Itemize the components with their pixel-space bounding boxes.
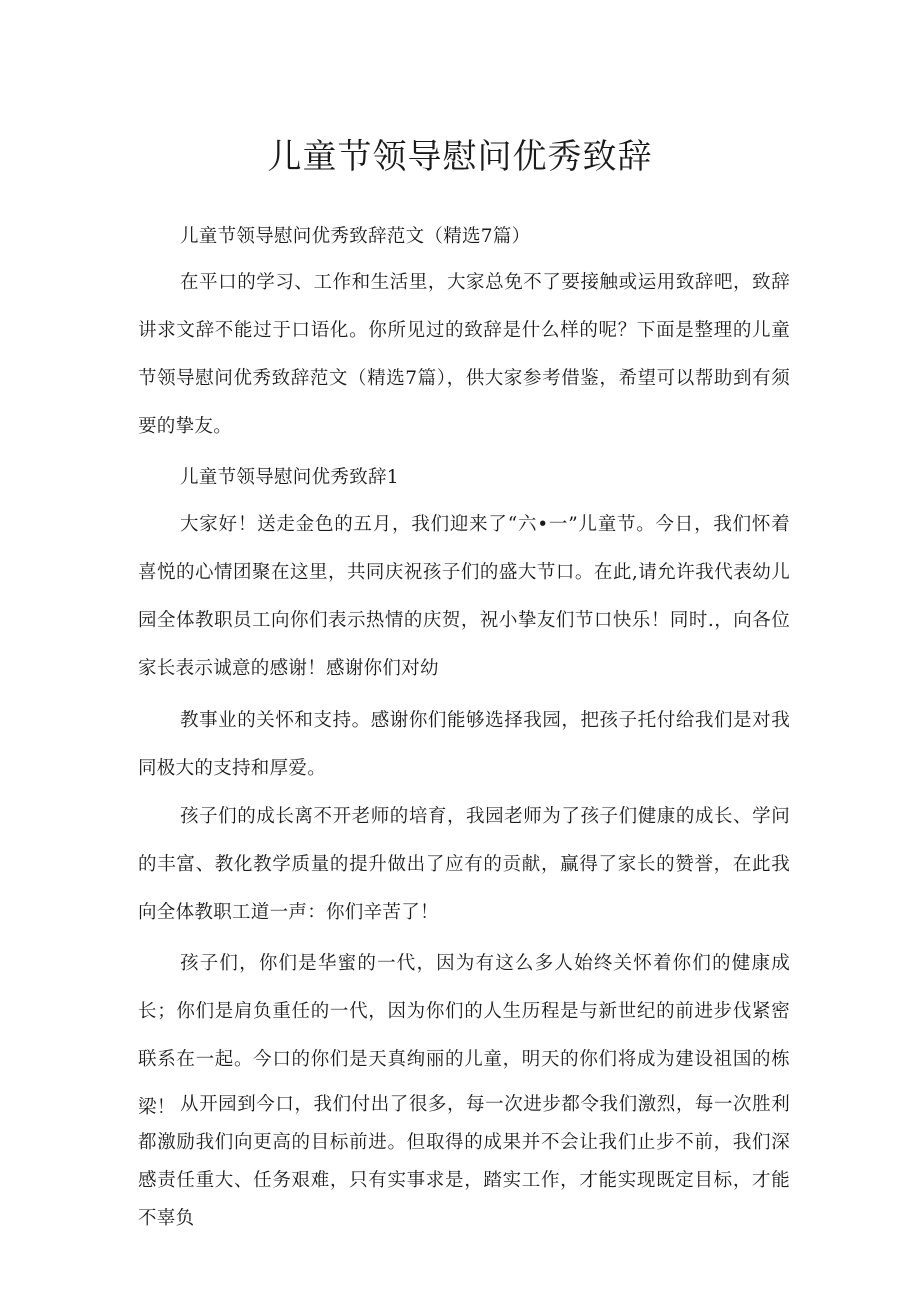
paragraph-2: 教事业的关怀和支持。感谢你们能够选择我园，把孩子托付给我们是对我同极大的支持和厚爱。 <box>138 710 790 779</box>
section-heading: 儿童节领导慰问优秀致辞1 <box>180 467 399 488</box>
intro-paragraph: 在平口的学习、工作和生活里，大家总免不了要接触或运用致辞吧，致辞讲求文辞不能过于口语化。你所见过的致辞是什么样的呢？下面是整理的儿童节领导慰问优秀致辞范文（精选7篇），供大家参考借鉴，希望可以帮助到有须要的挚友。 <box>138 272 790 437</box>
document-subtitle: 儿童节领导慰问优秀致辞范文（精选7篇） <box>180 226 531 247</box>
paragraph-1: 大家好！送走金色的五月，我们迎来了“六•一”儿童节。今日，我们怀着喜悦的心情团聚在这里，共同庆祝孩子们的盛大节口。在此,请允许我代表幼儿园全体教职员工向你们表示热情的庆贺，祝小挚友们节口快乐！同时.，向各位家长表示诚意的感谢！感谢你们对幼 <box>138 514 790 679</box>
paragraph-5: 从开园到今口，我们付出了很多，每一次进步都令我们激烈，每一次胜利都激励我们向更高的目标前进。但取得的成果并不会让我们止步不前，我们深感责任重大、任务艰难，只有实事求是，踏实工作，才能实现既定目标，才能不辜负 <box>138 1094 790 1229</box>
document-title: 儿童节领导慰问优秀致辞 <box>267 137 653 177</box>
paragraph-4: 孩子们，你们是华蜜的一代，因为有这么多人始终关怀着你们的健康成长；你们是肩负重任的一代，因为你们的人生历程是与新世纪的前进步伐紧密联系在一起。今口的你们是天真绚丽的儿童，明天的你们将成为建设祖国的栋梁！ <box>138 953 790 1118</box>
paragraph-3: 孩子们的成长离不开老师的培育，我园老师为了孩子们健康的成长、学问的丰富、教化教学质量的提升做出了应有的贡献，赢得了家长的赞誉，在此我向全体教职工道一声：你们辛苦了！ <box>138 806 790 923</box>
